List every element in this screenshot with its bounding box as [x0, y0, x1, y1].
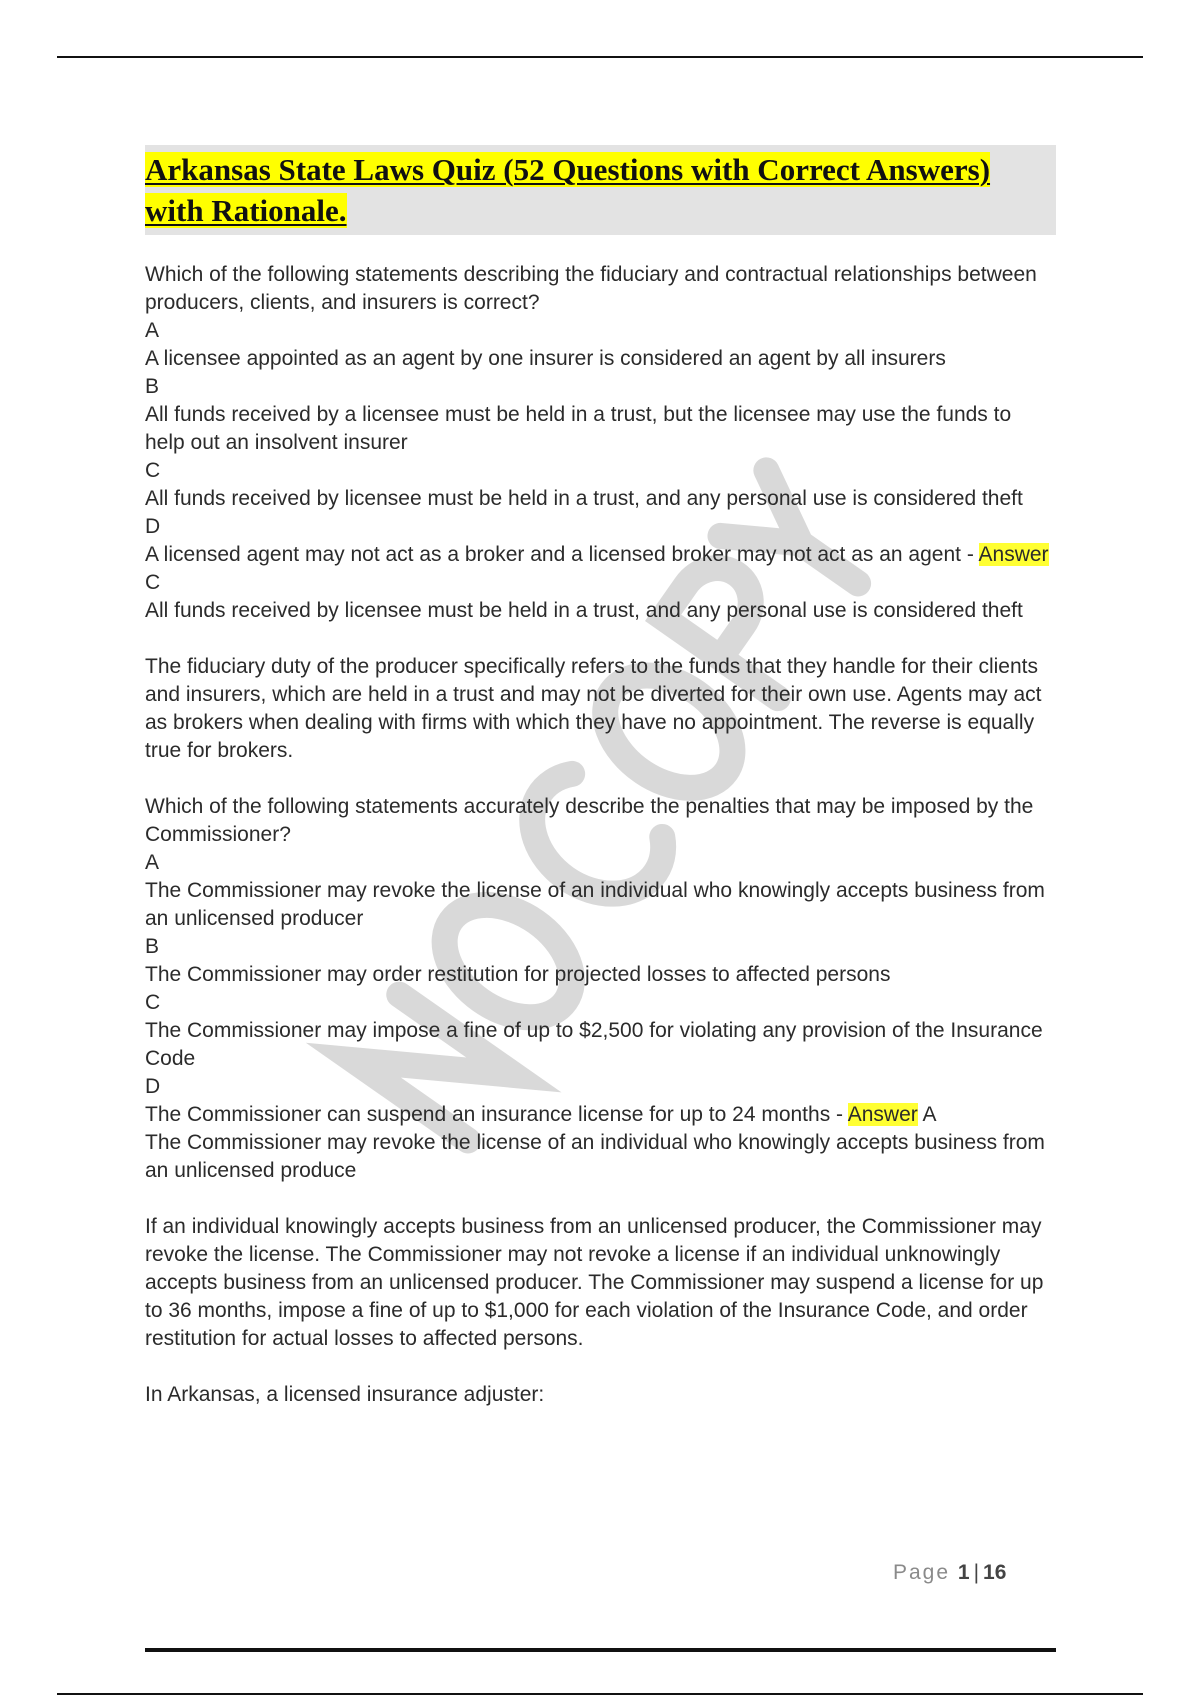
question-2-prompt: Which of the following statements accurately describe the penalties that may be imposed by the Commissioner? [145, 795, 1034, 846]
option-letter: A [145, 319, 160, 342]
page-current: 1 [957, 1561, 970, 1584]
answer-text: All funds received by licensee must be held in a trust, and any personal use is considered theft [145, 599, 1023, 622]
option-text-with-answer [145, 541, 1056, 597]
question-2-rationale: If an individual knowingly accepts business from an unlicensed producer, the Commissioner may revoke the license. The Commissioner may not revoke a license if an individual unknowingly accepts business from an unlicensed producer. The Commissioner may suspend a license for up to 36 months, impose a fine of up to $1,000 for each violation of the Insurance Code, and order restitution for actual losses to affected persons. [145, 1215, 1044, 1350]
answer-label: Answer [978, 543, 1049, 566]
option-letter: C [145, 991, 161, 1014]
title-box [145, 145, 1056, 235]
question-1-rationale: The fiduciary duty of the producer specifically refers to the funds that they handle for their clients and insurers, which are held in a trust and may not be diverted for their own use. Agents may act as brokers when dealing with firms with which they have no appointment. The reverse is equally true for brokers. [145, 655, 1042, 762]
answer-letter: C [145, 571, 161, 594]
option-letter: C [145, 459, 161, 482]
page-number [893, 1561, 1006, 1585]
option-text: All funds received by a licensee must be held in a trust, but the licensee may use the funds to help out an insolvent insurer [145, 403, 1012, 454]
page-separator: | [973, 1561, 980, 1584]
option-text-with-answer [145, 1101, 1056, 1129]
page-total: 16 [983, 1561, 1007, 1584]
option-letter: B [145, 375, 160, 398]
answer-letter: A [922, 1103, 937, 1126]
header-rule [57, 56, 1143, 58]
option-text: All funds received by licensee must be held in a trust, and any personal use is considered theft [145, 487, 1023, 510]
page-word: Page [893, 1561, 951, 1584]
question-1 [145, 261, 1056, 625]
option-letter: B [145, 935, 160, 958]
footer-rule [145, 1648, 1056, 1652]
question-3-prompt: In Arkansas, a licensed insurance adjuster: [145, 1383, 545, 1406]
option-text: The Commissioner may order restitution for projected losses to affected persons [145, 963, 891, 986]
question-2 [145, 793, 1056, 1185]
option-text: The Commissioner may revoke the license of an individual who knowingly accepts business from an unlicensed producer [145, 879, 1045, 930]
bottom-rule [57, 1693, 1143, 1695]
document-body [145, 145, 1056, 1437]
answer-label: Answer [847, 1103, 918, 1126]
answer-text: The Commissioner may revoke the license of an individual who knowingly accepts business from an unlicensed produce [145, 1131, 1045, 1182]
option-letter: D [145, 515, 161, 538]
option-text: A licensed agent may not act as a broker and a licensed broker may not act as an agent - [145, 543, 974, 566]
option-text: The Commissioner may impose a fine of up to $2,500 for violating any provision of the Insurance Code [145, 1019, 1043, 1070]
option-text: The Commissioner can suspend an insurance license for up to 24 months - [145, 1103, 844, 1126]
option-letter: D [145, 1075, 161, 1098]
option-letter: A [145, 851, 160, 874]
question-1-prompt: Which of the following statements describing the fiduciary and contractual relationships between producers, clients, and insurers is correct? [145, 263, 1037, 314]
document-title: Arkansas State Laws Quiz (52 Questions with Correct Answers) with Rationale. [145, 152, 991, 228]
option-text: A licensee appointed as an agent by one insurer is considered an agent by all insurers [145, 347, 946, 370]
